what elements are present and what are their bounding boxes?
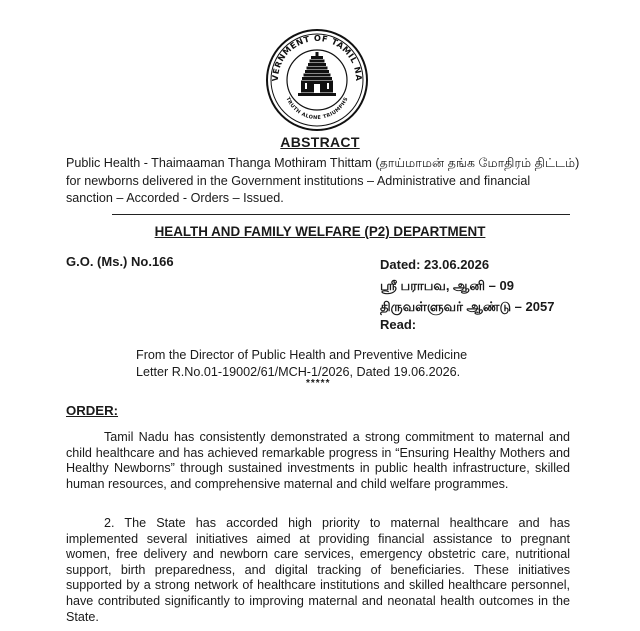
government-emblem-seal <box>264 28 370 132</box>
emblem-icon <box>264 28 370 132</box>
read-label: Read: <box>380 317 417 332</box>
order-paragraph-2: 2. The State has accorded high priority to maternal healthcare and has implemented several initiatives aimed at providing financial assistance to pregnant women, free delivery and newborn care services, emergency obstetric care, nutritional support, birth preparedness, and digital tracking of beneficiaries. These initiatives supported by a strong network of healthcare institutions and skilled healthcare personnel, have contributed significantly to improving maternal and neonatal health outcomes in the State. <box>66 516 570 624</box>
reference-line-2: Letter R.No.01-19002/61/MCH-1/2026, Dated 19.06.2026. <box>136 365 461 379</box>
dated-block <box>380 254 554 317</box>
svg-text:TRUTH ALONE TRIUMPHS: TRUTH ALONE TRIUMPHS <box>284 96 350 122</box>
divider-line <box>112 214 570 215</box>
order-paragraph-1: Tamil Nadu has consistently demonstrated a strong commitment to maternal and child healthcare and has achieved remarkable progress in “Ensuring Healthy Mothers and Healthy Newborns” through sustained investments in public health infrastructure, skilled human resources, and comprehensive maternal and child welfare programmes. <box>66 430 570 491</box>
order-heading: ORDER: <box>66 403 119 418</box>
abstract-title: ABSTRACT <box>280 134 360 150</box>
department-title: HEALTH AND FAMILY WELFARE (P2) DEPARTMENT <box>154 224 486 239</box>
dated-tamil-year: திருவள்ளுவர் ஆண்டு – 2057 <box>380 299 555 314</box>
go-number: G.O. (Ms.) No.166 <box>66 254 174 269</box>
dated-english: Dated: 23.06.2026 <box>380 257 490 272</box>
reference-block <box>136 347 556 381</box>
dated-tamil-month: ஸ்ரீ பராபவ, ஆனி – 09 <box>380 278 514 293</box>
svg-text:GOVERNMENT OF TAMIL NADU: VERNMENT OF TAMIL NA <box>269 32 365 82</box>
subject-text: Public Health - Thaimaaman Thanga Mothiram Thittam (தாய்மாமன் தங்க மோதிரம் திட்டம்) for newborns delivered in the Government institutions – Administrative and financial sanction – Accorded - Orders – Issued. <box>66 156 580 205</box>
reference-line-1: From the Director of Public Health and Preventive Medicine <box>136 348 468 362</box>
separator-stars: ***** <box>306 378 331 389</box>
